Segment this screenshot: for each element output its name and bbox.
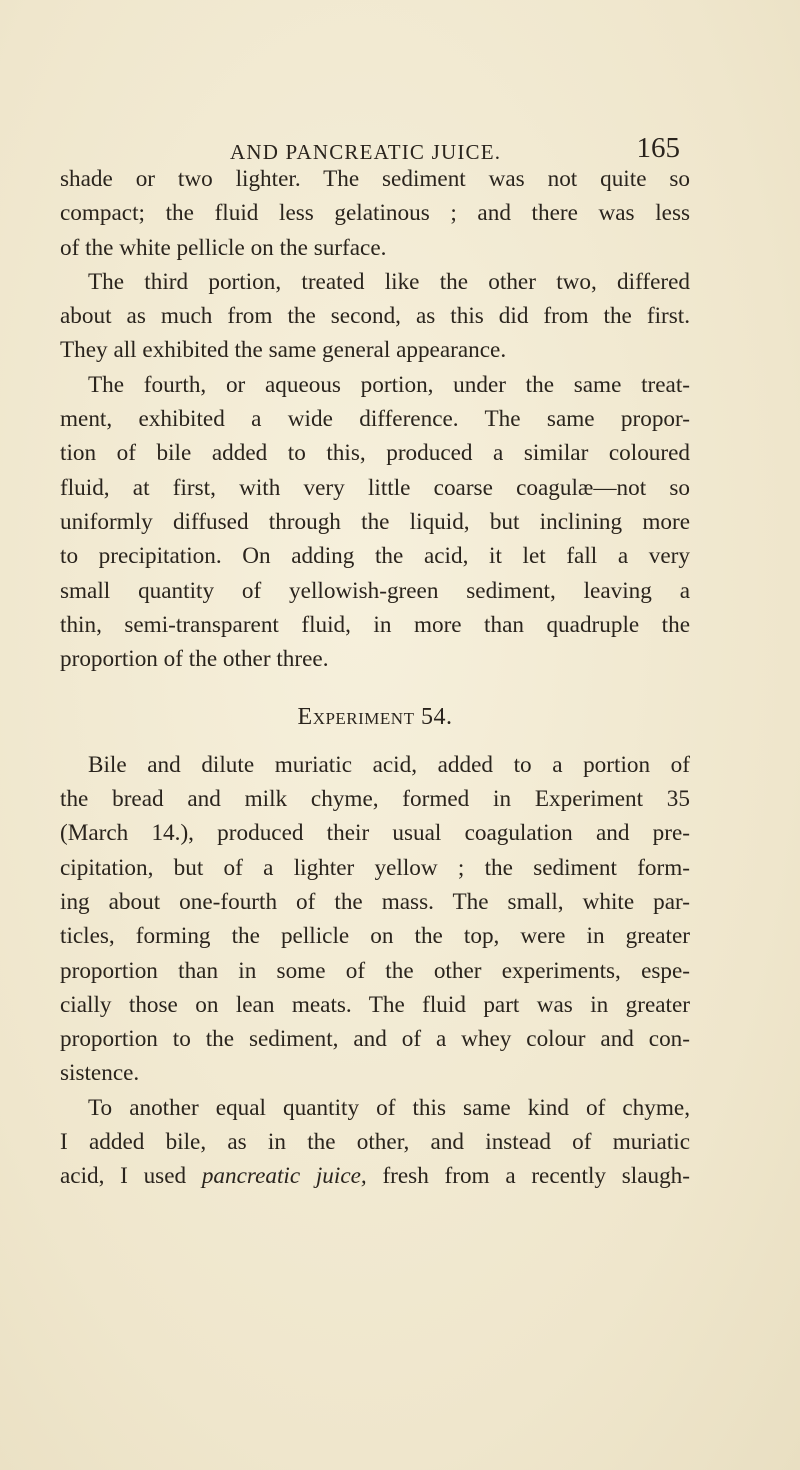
text-line: fluid, at first, with very little coarse coagulæ—not so (60, 474, 690, 501)
text-run: fresh from a recently slaugh- (366, 1163, 690, 1190)
paragraph-5 (60, 1091, 690, 1194)
text-line: I added bile, as in the other, and instead of muriatic (60, 1129, 690, 1156)
text-line: to precipitation. On adding the acid, it let fall a very (60, 543, 690, 570)
text-line: (March 14.), produced their usual coagulation and pre- (60, 820, 690, 847)
italic-term: pancreatic juice, (201, 1163, 367, 1190)
text-line: proportion than in some of the other experiments, espe- (60, 957, 690, 984)
text-run: acid, I used (60, 1163, 202, 1190)
text-line: To another equal quantity of this same kind of chyme, (88, 1094, 690, 1121)
text-line: the bread and milk chyme, formed in Experiment 35 (60, 786, 690, 813)
text-line: thin, semi-transparent fluid, in more than quadruple the (60, 611, 690, 638)
running-head: AND PANCREATIC JUICE. (230, 140, 502, 164)
section-heading: Experiment 54. (297, 704, 453, 731)
text-line: sistence. (60, 1060, 140, 1087)
paragraph-2 (60, 265, 690, 368)
text-line: compact; the fluid less gelatinous ; and there was less (60, 200, 690, 227)
text-line: tion of bile added to this, produced a similar coloured (60, 440, 690, 467)
text-line: ment, exhibited a wide difference. The same propor- (60, 406, 690, 433)
page-number: 165 (636, 132, 680, 164)
text-line: shade or two lighter. The sediment was not quite so (60, 166, 690, 192)
text-line: uniformly diffused through the liquid, but inclining more (60, 508, 690, 535)
text-line: proportion of the other three. (60, 646, 329, 673)
paragraph-3 (60, 368, 690, 677)
text-line: The fourth, or aqueous portion, under the same treat- (88, 371, 690, 398)
paragraph-4 (60, 748, 690, 1091)
text-line: cipitation, but of a lighter yellow ; the sediment form- (60, 854, 690, 881)
body-text (60, 162, 690, 1194)
text-line: They all exhibited the same general appearance. (60, 337, 507, 364)
text-line: small quantity of yellowish-green sediment, leaving a (60, 577, 690, 604)
text-line: about as much from the second, as this did from the first. (60, 303, 690, 330)
text-line: of the white pellicle on the surface. (60, 234, 387, 261)
text-line: The third portion, treated like the other two, differed (88, 268, 690, 295)
text-line: proportion to the sediment, and of a whey colour and con- (60, 1026, 690, 1053)
text-line: ticles, forming the pellicle on the top, were in greater (60, 923, 690, 950)
text-line: cially those on lean meats. The fluid part was in greater (60, 991, 690, 1018)
text-line: ing about one-fourth of the mass. The small, white par- (60, 888, 690, 915)
text-line (60, 1159, 690, 1193)
paragraph-1 (60, 162, 690, 265)
text-line: Bile and dilute muriatic acid, added to a portion of (88, 751, 690, 778)
